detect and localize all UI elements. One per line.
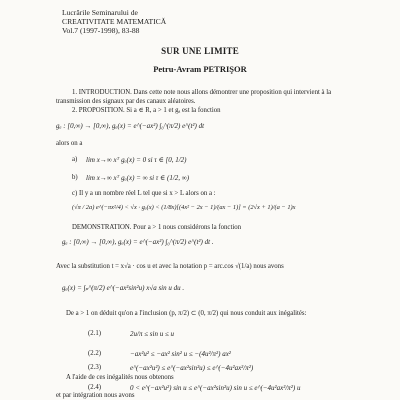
intro-paragraph-line1: 1. INTRODUCTION. Dans cette note nous allons démontrer une proposition qui intervient à la	[72, 89, 332, 96]
journal-volume-line: Vol.7 (1997-1998), 83-88	[62, 26, 140, 35]
deduction-text: De a > 1 on déduit qu'on a l'inclusion (p, π/2) ⊂ (0, π/2) qui nous conduit aux inégalités:	[66, 310, 307, 317]
demonstration-function: gₐ : [0,∞) → [0,∞), gₐ(x) = e^(−ax²) ∫₀^(π/2) e^(t²) dt .	[62, 238, 214, 246]
item-b-label: b)	[72, 174, 78, 181]
eq-2-3-label: (2.3)	[88, 364, 102, 371]
paper-title: SUR UNE LIMITE	[161, 46, 239, 56]
proposition-heading: 2. PROPOSITION. Si a ∈ R, a > 1 et gₐ est la fonction	[72, 107, 221, 114]
intro-paragraph-line2: transmission des signaux par des canaux aléatoires.	[56, 98, 196, 105]
journal-subtitle-line: CREATIVITATE MATEMATICĂ	[62, 17, 167, 26]
substitution-integral: gₐ(x) = ∫ₚ^(π/2) e^(−ax²sin²u) x√a sin u du .	[62, 284, 185, 292]
item-a-limit: lim x→∞ xᵀ gₐ(x) = 0 si τ ∈ [0, 1/2)	[86, 156, 187, 164]
item-b-limit: lim x→∞ xᵀ gₐ(x) = ∞ si τ ∈ (1/2, ∞)	[86, 174, 190, 182]
item-c-inequality: (√π / 2a) e^(−πx²/4) < √x · gₐ(x) < (1/8x)[(4x² − 2x − 1)/(ax − 1)] = (2√x + 1)/(a − 1)x	[72, 204, 296, 211]
item-c-statement: c) Il y a un nombre réel L tel que si x > L alors on a :	[72, 190, 216, 197]
journal-header	[62, 8, 166, 35]
function-definition: gₐ : [0,∞) → [0,∞), gₐ(x) = e^(−ax²) ∫₀^(π/2) e^(t²) dt	[56, 122, 205, 130]
integration-text: et par intégration nous avons	[56, 392, 135, 399]
item-a-label: a)	[72, 156, 78, 163]
eq-2-2-label: (2.2)	[88, 350, 102, 357]
eq-2-4-label: (2.4)	[88, 384, 102, 391]
eq-2-2: −ax²u² ≤ −ax² sin² u ≤ −(4u²/π²) ax²	[130, 350, 231, 358]
journal-name-line: Lucrările Seminarului de	[62, 8, 138, 17]
eq-2-1-label: (2.1)	[88, 330, 102, 337]
paper-author: Petru-Avram PETRIŞOR	[153, 64, 247, 74]
demonstration-heading: DEMONSTRATION. Pour a > 1 nous considérons la fonction	[72, 224, 242, 231]
alors-text: alors on a	[56, 140, 83, 147]
eq-2-1: 2u/π ≤ sin u ≤ u	[130, 330, 175, 338]
substitution-text: Avec la substitution t = x√a · cos u et avec la notation p = arc.cos √(1/a) nous avons	[56, 263, 284, 270]
eq-2-3: e^(−ax²u²) ≤ e^(−ax²sin²u) ≤ e^(−4u²ax²/π²)	[130, 364, 254, 372]
aide-text: A l'aide de ces inégalités nous obtenons	[66, 374, 174, 381]
eq-2-4: 0 < e^(−ax²u²) sin u ≤ e^(−ax²sin²u) sin u ≤ e^(−4u²ax²/π²) u	[130, 384, 301, 392]
